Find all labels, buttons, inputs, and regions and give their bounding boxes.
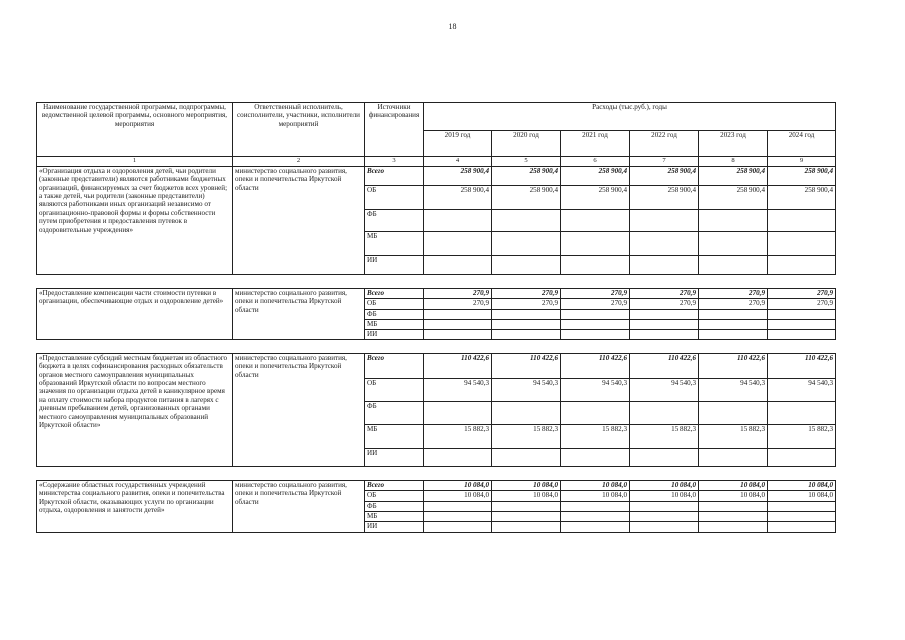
expense-value: 110 422,6	[768, 354, 836, 379]
funding-source: Всего	[365, 481, 424, 491]
measure-responsible: министерство социального развития, опеки и попечительства Иркутской области	[233, 354, 365, 467]
column-number: 2	[233, 157, 365, 167]
expense-value: 10 084,0	[630, 481, 699, 491]
measure-responsible: министерство социального развития, опеки и попечительства Иркутской области	[233, 289, 365, 340]
expense-value	[699, 449, 768, 467]
expense-value: 10 084,0	[630, 491, 699, 502]
expense-value	[630, 320, 699, 330]
separator-cell	[37, 340, 836, 354]
funding-source: ОБ	[365, 299, 424, 310]
expense-value: 10 084,0	[492, 491, 561, 502]
expense-value	[630, 310, 699, 320]
column-number: 5	[492, 157, 561, 167]
expense-value	[699, 210, 768, 232]
expense-value: 15 882,3	[699, 425, 768, 449]
column-number: 9	[768, 157, 836, 167]
expense-value: 270,9	[699, 289, 768, 299]
expense-value	[424, 449, 492, 467]
measure-name: «Организация отдыха и оздоровления детей, чьи родители (законные представители) являются работниками бюджетных организаций, финансируемых за счет бюджетов всех уровней; а также детей, чьи родители (законные представители) являются работниками иных организаций независимо от организационно-правовой формы и формы собственности путем приобретения и предоставления путевок в оздоровительные учреждения»	[37, 167, 233, 275]
expense-value: 94 540,3	[492, 379, 561, 402]
expense-value	[630, 210, 699, 232]
measure-responsible: министерство социального развития, опеки и попечительства Иркутской области	[233, 167, 365, 275]
expense-value	[630, 502, 699, 512]
expense-value	[561, 402, 630, 425]
table-row	[37, 481, 836, 491]
expense-value	[699, 330, 768, 340]
column-number: 1	[37, 157, 233, 167]
expense-value: 15 882,3	[630, 425, 699, 449]
expense-value: 10 084,0	[768, 491, 836, 502]
expense-value: 270,9	[630, 299, 699, 310]
table-row	[37, 354, 836, 379]
expense-value	[768, 512, 836, 522]
funding-source: ОБ	[365, 491, 424, 502]
expense-value	[424, 256, 492, 275]
expense-value: 258 900,4	[699, 167, 768, 186]
expense-value: 270,9	[424, 299, 492, 310]
expense-value: 258 900,4	[630, 167, 699, 186]
expense-value	[768, 522, 836, 533]
funding-source: ФБ	[365, 502, 424, 512]
expense-value: 10 084,0	[561, 481, 630, 491]
measure-name: «Содержание областных государственных учреждений министерства социального развития, опеки и попечительства Иркутской области, оказывающих услуги по организации отдыха, оздоровления и занятости детей»	[37, 481, 233, 533]
expense-value	[768, 210, 836, 232]
expense-value	[561, 449, 630, 467]
expense-value: 110 422,6	[492, 354, 561, 379]
header-responsible: Ответственный исполнитель, соисполнители, участники, исполнители мероприятий	[233, 103, 365, 157]
expense-value: 270,9	[768, 299, 836, 310]
expense-value: 10 084,0	[561, 491, 630, 502]
funding-source: ОБ	[365, 186, 424, 210]
expense-value	[424, 512, 492, 522]
measure-separator	[37, 275, 836, 289]
expense-value: 270,9	[699, 299, 768, 310]
column-number: 4	[424, 157, 492, 167]
expense-value: 94 540,3	[699, 379, 768, 402]
funding-source: МБ	[365, 512, 424, 522]
expense-value: 258 900,4	[561, 167, 630, 186]
expense-value: 258 900,4	[424, 186, 492, 210]
funding-source: ФБ	[365, 210, 424, 232]
expense-value	[424, 320, 492, 330]
expense-value	[630, 402, 699, 425]
expense-value: 94 540,3	[561, 379, 630, 402]
funding-source: ИИ	[365, 256, 424, 275]
expense-value	[630, 522, 699, 533]
expense-value: 94 540,3	[768, 379, 836, 402]
expense-value: 10 084,0	[768, 481, 836, 491]
expense-value: 110 422,6	[699, 354, 768, 379]
expense-value: 270,9	[492, 299, 561, 310]
expense-value	[492, 402, 561, 425]
expense-value	[492, 522, 561, 533]
header-year: 2023 год	[699, 131, 768, 157]
expense-value	[699, 232, 768, 256]
budget-table	[36, 102, 836, 533]
expense-value	[768, 402, 836, 425]
expense-value	[768, 330, 836, 340]
expense-value	[630, 232, 699, 256]
expense-value: 110 422,6	[630, 354, 699, 379]
expense-value	[561, 330, 630, 340]
separator-cell	[37, 467, 836, 481]
expense-value: 270,9	[561, 299, 630, 310]
expense-value	[424, 210, 492, 232]
funding-source: Всего	[365, 289, 424, 299]
expense-value	[561, 320, 630, 330]
measure-separator	[37, 340, 836, 354]
expense-value	[492, 320, 561, 330]
header-year: 2019 год	[424, 131, 492, 157]
expense-value	[561, 522, 630, 533]
expense-value: 15 882,3	[768, 425, 836, 449]
header-sources: Источники финансирования	[365, 103, 424, 157]
expense-value	[768, 256, 836, 275]
expense-value	[768, 320, 836, 330]
expense-value: 270,9	[492, 289, 561, 299]
expense-value	[424, 402, 492, 425]
expense-value	[768, 232, 836, 256]
expense-value	[492, 330, 561, 340]
expense-value	[492, 232, 561, 256]
expense-value	[699, 256, 768, 275]
expense-value: 258 900,4	[492, 167, 561, 186]
expense-value: 15 882,3	[424, 425, 492, 449]
expense-value	[561, 232, 630, 256]
header-program-name: Наименование государственной программы, подпрограммы, ведомственной целевой программы, основного мероприятия, мероприятия	[37, 103, 233, 157]
measure-name: «Предоставление субсидий местным бюджетам из областного бюджета в целях софинансирования расходных обязательств органов местного самоуправления муниципальных образований Иркутской области по вопросам местного значения по организации отдыха детей в каникулярное время на оплату стоимости набора продуктов питания в лагерях с дневным пребыванием детей, организованных органами местного самоуправления муниципальных образований Иркутской области»	[37, 354, 233, 467]
expense-value	[768, 449, 836, 467]
expense-value	[630, 330, 699, 340]
expense-value	[630, 256, 699, 275]
expense-value	[630, 449, 699, 467]
expense-value	[492, 502, 561, 512]
funding-source: ФБ	[365, 310, 424, 320]
expense-value	[424, 310, 492, 320]
expense-value: 258 900,4	[424, 167, 492, 186]
funding-source: МБ	[365, 425, 424, 449]
funding-source: ФБ	[365, 402, 424, 425]
funding-source: ИИ	[365, 449, 424, 467]
column-number: 6	[561, 157, 630, 167]
measure-name: «Предоставление компенсации части стоимости путевки в организации, обеспечивающие отдых и оздоровление детей»	[37, 289, 233, 340]
expense-value	[699, 522, 768, 533]
expense-value: 258 900,4	[768, 186, 836, 210]
measure-responsible: министерство социального развития, опеки и попечительства Иркутской области	[233, 481, 365, 533]
expense-value: 270,9	[424, 289, 492, 299]
expense-value: 94 540,3	[630, 379, 699, 402]
funding-source: ИИ	[365, 522, 424, 533]
expense-value: 10 084,0	[699, 481, 768, 491]
expense-value: 94 540,3	[424, 379, 492, 402]
expense-value	[492, 210, 561, 232]
expense-value	[492, 256, 561, 275]
expense-value: 270,9	[561, 289, 630, 299]
expense-value	[699, 310, 768, 320]
expense-value	[699, 502, 768, 512]
expense-value	[561, 256, 630, 275]
header-year: 2020 год	[492, 131, 561, 157]
expense-value	[699, 512, 768, 522]
expense-value: 15 882,3	[561, 425, 630, 449]
expense-value	[424, 522, 492, 533]
header-year: 2022 год	[630, 131, 699, 157]
measure-separator	[37, 467, 836, 481]
expense-value	[492, 512, 561, 522]
expense-value	[768, 502, 836, 512]
expense-value: 258 900,4	[561, 186, 630, 210]
expense-value: 270,9	[630, 289, 699, 299]
funding-source: МБ	[365, 232, 424, 256]
expense-value: 258 900,4	[699, 186, 768, 210]
expense-value: 258 900,4	[630, 186, 699, 210]
table-row	[37, 289, 836, 299]
expense-value	[699, 320, 768, 330]
header-year: 2021 год	[561, 131, 630, 157]
expense-value	[630, 512, 699, 522]
expense-value	[492, 310, 561, 320]
header-year: 2024 год	[768, 131, 836, 157]
expense-value: 10 084,0	[699, 491, 768, 502]
expense-value: 10 084,0	[424, 491, 492, 502]
expense-value	[424, 232, 492, 256]
page-number: 18	[448, 22, 457, 31]
budget-body	[37, 167, 836, 533]
expense-value: 258 900,4	[492, 186, 561, 210]
expense-value: 110 422,6	[424, 354, 492, 379]
expense-value: 10 084,0	[424, 481, 492, 491]
column-number: 3	[365, 157, 424, 167]
funding-source: ОБ	[365, 379, 424, 402]
expense-value	[561, 310, 630, 320]
table-row	[37, 167, 836, 186]
expense-value	[561, 512, 630, 522]
expense-value: 270,9	[768, 289, 836, 299]
expense-value	[492, 449, 561, 467]
column-number: 8	[699, 157, 768, 167]
separator-cell	[37, 275, 836, 289]
expense-value	[768, 310, 836, 320]
expense-value	[561, 502, 630, 512]
expense-value: 10 084,0	[492, 481, 561, 491]
expense-value	[424, 330, 492, 340]
expense-value	[561, 210, 630, 232]
header-expenses: Расходы (тыс.руб.), годы	[424, 103, 836, 131]
expense-value: 110 422,6	[561, 354, 630, 379]
expense-value: 15 882,3	[492, 425, 561, 449]
expense-value	[699, 402, 768, 425]
expense-value	[424, 502, 492, 512]
expense-value: 258 900,4	[768, 167, 836, 186]
funding-source: Всего	[365, 167, 424, 186]
funding-source: Всего	[365, 354, 424, 379]
funding-source: ИИ	[365, 330, 424, 340]
funding-source: МБ	[365, 320, 424, 330]
column-number: 7	[630, 157, 699, 167]
